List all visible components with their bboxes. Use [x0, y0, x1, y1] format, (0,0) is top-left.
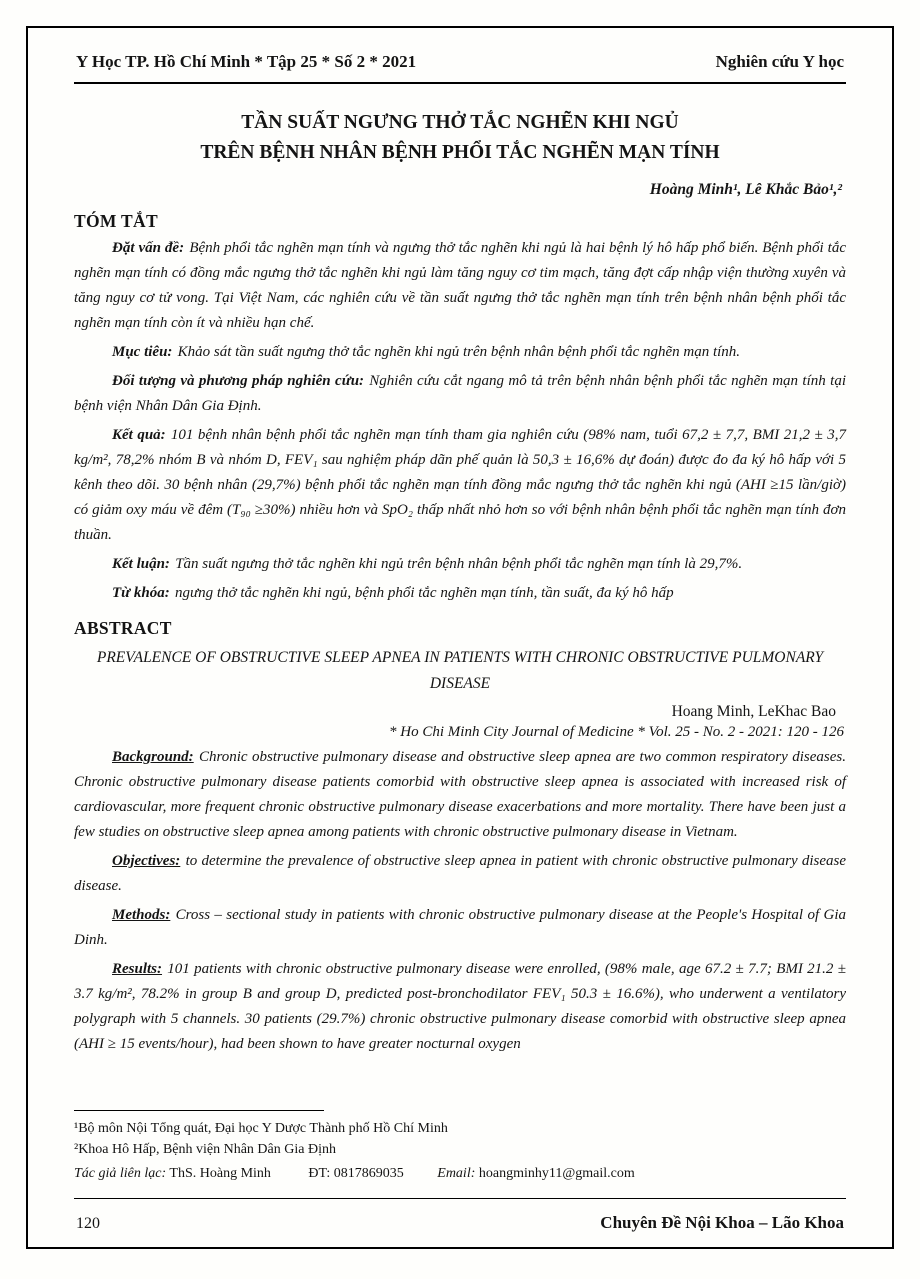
contact-phone: ĐT: 0817869035 — [308, 1165, 404, 1181]
page-border-frame — [26, 26, 894, 1249]
paragraph-text: 101 bệnh nhân bệnh phổi tắc nghẽn mạn tính tham gia nghiên cứu (98% nam, tuổi 67,2 ± 7,7, BMI 21,2 ± 3,7 kg/m², 78,2% nhóm B và nhóm D, FEV₁ sau nghiệm pháp dãn phế quản là 50,3 ± 16,6% dự đoán) được đo đa ký hô hấp với 5 kênh theo dõi. 30 bệnh nhân (29,7%) bệnh phổi tắc nghẽn mạn tính đồng mắc ngưng thở tắc nghẽn khi ngủ (AHI ≥15 lần/giờ) có giảm oxy máu về đêm (T₉₀ ≥30%) nhiều hơn và SpO₂ thấp nhất nhỏ hơn so với bệnh nhân bệnh phổi tắc nghẽn mạn tính đơn thuần. — [74, 427, 846, 543]
section-heading-abstract: ABSTRACT — [74, 618, 172, 638]
paragraph-doi-tuong — [74, 369, 846, 419]
footnote-divider — [74, 1110, 324, 1111]
paragraph-text: Chronic obstructive pulmonary disease and obstructive sleep apnea are two common respiratory diseases. Chronic obstructive pulmonary disease patients comorbid with obstructive sleep apnea is associated with increased risk of cardiovascular, more frequent chronic obstructive pulmonary disease exacerbations and more mortality. There have been just a few studies on obstructive sleep apnea among patients with chronic obstructive pulmonary disease in Vietnam. — [74, 749, 846, 840]
article-title-line-1: TẦN SUẤT NGƯNG THỞ TẮC NGHẼN KHI NGỦ — [241, 112, 679, 133]
paragraph-text: Cross – sectional study in patients with chronic obstructive pulmonary disease at the People's Hospital of Gia Dinh. — [74, 907, 846, 948]
paragraph-label: Background: — [112, 749, 194, 765]
paragraph-label: Đặt vấn đề: — [112, 240, 185, 256]
running-header — [74, 44, 846, 82]
paragraph-text: 101 patients with chronic obstructive pulmonary disease were enrolled, (98% male, age 67.2 ± 7.7; BMI 21.2 ± 3.7 kg/m², 78.2% in group B and group D, predicted post-bronchodilator FEV₁ 50.3 ± 16.6%), who underwent a ventilatory polygraph with 5 channels. 30 patients (29.7%) chronic obstructive pulmonary disease comorbid with obstructive sleep apnea (AHI ≥ 15 events/hour), had been shown to have greater nocturnal oxygen — [74, 961, 846, 1052]
abstract-citation: * Ho Chi Minh City Journal of Medicine * Vol. 25 - No. 2 - 2021: 120 - 126 — [389, 724, 844, 740]
paragraph-label: Mục tiêu: — [112, 344, 173, 360]
article-title — [74, 108, 846, 168]
paragraph-text: Tần suất ngưng thở tắc nghẽn khi ngủ trên bệnh nhân bệnh phổi tắc nghẽn mạn tính là 29,7%. — [175, 556, 743, 572]
paragraph-text: Nghiên cứu cắt ngang mô tả trên bệnh nhân bệnh phổi tắc nghẽn mạn tính tại bệnh viện Nhân Dân Gia Định. — [74, 373, 847, 414]
authors-line: Hoàng Minh¹, Lê Khắc Bảo¹,² — [649, 181, 842, 198]
paragraph-label: Results: — [112, 961, 163, 977]
paragraph-tu-khoa — [74, 581, 846, 606]
corresponding-author-line — [74, 1163, 846, 1185]
paragraph-label: Đối tượng và phương pháp nghiên cứu: — [112, 373, 365, 389]
page-bottom-block — [74, 1102, 846, 1236]
section-heading-tom-tat: TÓM TẮT — [74, 211, 158, 231]
email-label: Email: — [437, 1165, 476, 1181]
paragraph-label: Methods: — [112, 907, 171, 923]
paragraph-label: Kết quả: — [112, 427, 166, 443]
paragraph-methods — [74, 903, 846, 953]
paragraph-ket-qua — [74, 423, 846, 548]
paragraph-results — [74, 957, 846, 1057]
paragraph-text: ngưng thở tắc nghẽn khi ngủ, bệnh phổi tắc nghẽn mạn tính, tần suất, đa ký hô hấp — [175, 585, 674, 601]
journal-category: Nghiên cứu Y học — [715, 52, 844, 71]
email-address: hoangminhy11@gmail.com — [478, 1165, 635, 1181]
abstract-english-title: PREVALENCE OF OBSTRUCTIVE SLEEP APNEA IN PATIENTS WITH CHRONIC OBSTRUCTIVE PULMONARY DISEASE — [96, 649, 824, 692]
header-rule — [74, 82, 846, 84]
abstract-authors-english: Hoang Minh, LeKhac Bao — [671, 703, 836, 720]
article-title-line-2: TRÊN BỆNH NHÂN BỆNH PHỔI TẮC NGHẼN MẠN TÍNH — [200, 142, 720, 163]
paragraph-label: Kết luận: — [112, 556, 170, 572]
paragraph-dat-van-de — [74, 236, 846, 336]
paragraph-ket-luan — [74, 552, 846, 577]
paragraph-objectives — [74, 849, 846, 899]
journal-name: Y Học TP. Hồ Chí Minh * Tập 25 * Số 2 * 2021 — [76, 52, 417, 71]
paragraph-text: to determine the prevalence of obstructive sleep apnea in patient with chronic obstructive pulmonary disease disease. — [74, 853, 846, 894]
paragraph-label: Objectives: — [112, 853, 181, 869]
tom-tat-body — [74, 232, 846, 606]
paragraph-muc-tieu — [74, 340, 846, 365]
abstract-body — [74, 639, 846, 1057]
affiliation-1: ¹Bộ môn Nội Tổng quát, Đại học Y Dược Thành phố Hồ Chí Minh — [74, 1120, 448, 1136]
paragraph-text: Khảo sát tần suất ngưng thở tắc nghẽn khi ngủ trên bệnh nhân bệnh phổi tắc nghẽn mạn tính. — [177, 344, 741, 360]
page-footer — [74, 1199, 846, 1235]
affiliation-2: ²Khoa Hô Hấp, Bệnh viện Nhân Dân Gia Định — [74, 1142, 336, 1157]
page-number: 120 — [76, 1215, 100, 1232]
paragraph-background — [74, 745, 846, 845]
contact-label: Tác giả liên lạc: — [74, 1165, 167, 1181]
paragraph-label: Từ khóa: — [112, 585, 170, 601]
footer-section-title: Chuyên Đề Nội Khoa – Lão Khoa — [600, 1213, 844, 1232]
contact-name: ThS. Hoàng Minh — [169, 1165, 271, 1181]
paragraph-text: Bệnh phổi tắc nghẽn mạn tính và ngưng thở tắc nghẽn khi ngủ là hai bệnh lý hô hấp phổ biến. Bệnh phổi tắc nghẽn mạn tính có đồng mắc ngưng thở tắc nghẽn khi ngủ làm tăng nguy cơ tim mạch, tăng đợt cấp nhập viện thường xuyên và tăng nguy cơ tử vong. Tại Việt Nam, các nghiên cứu về tần suất ngưng thở tắc nghẽn mạn tính trên bệnh nhân bệnh phổi tắc nghẽn mạn tính còn ít và nhiều hạn chế. — [74, 240, 847, 331]
